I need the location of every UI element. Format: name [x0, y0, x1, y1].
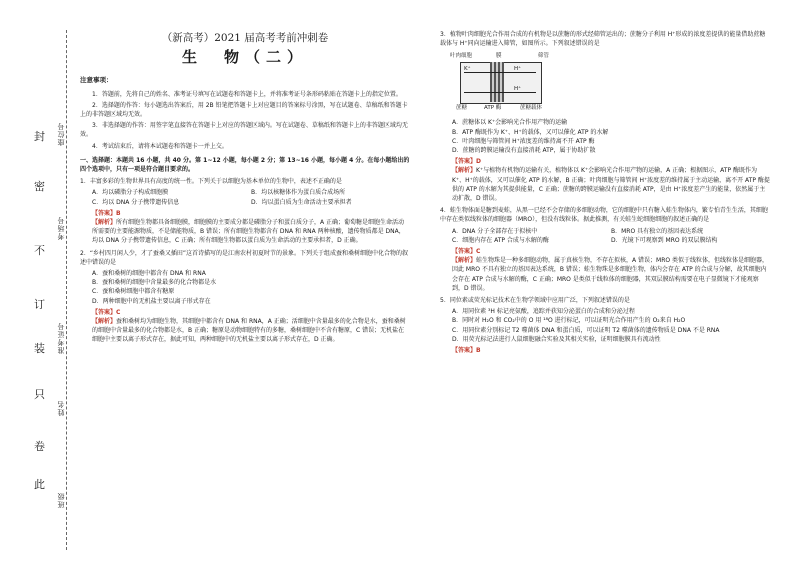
binding-label: 准考证号	[57, 322, 65, 354]
binding-label: 座位号	[57, 122, 65, 146]
diagram-label-sucrose: 蔗糖	[456, 105, 468, 112]
option: D．均以蛋白质为生命活动主要承担者	[251, 198, 352, 206]
section-heading: 一、选择题：本题共 16 小题，共 40 分。第 1~12 小题，每小题 2 分；第 13~16 小题，每小题 4 分。在每小题给出的四个选项中，只有一项是符合题目要求的。	[80, 156, 410, 174]
option: A．DNA 分子全部存在于拟核中	[452, 227, 538, 235]
question-stem: 3．植物叶肉细胞光合作用合成的有机物是以蔗糖的形式经筛管运出的；蔗糖分子利用 H⁺形成的浓度差提供的能量借助蔗糖载体与 H⁺同向运输进入筛管，如图所示。下列叙述错误的是	[440, 31, 766, 48]
binding-char: 不	[34, 244, 45, 257]
option-row	[440, 236, 770, 245]
explanation	[80, 218, 410, 246]
option: D．用荧光标记法进行人鼠细胞融合实验及其相关实验，证明细胞膜具有流动性	[452, 335, 661, 343]
left-column	[80, 30, 410, 347]
option: A．均以磷脂分子构成细胞膜	[92, 189, 169, 197]
option: A．用同位素 ³H 标记亮氨酸，追踪并获知分泌蛋白的合成和分泌过程	[452, 308, 635, 316]
option: C．叶肉细胞与筛管间 H⁺浓度差的维持离不开 ATP 酶	[452, 137, 595, 145]
binding-strip	[22, 30, 70, 550]
question-stem: 2．“乡村四月闲人少，才了蚕桑又插田”这首诗描写的是江南农村初夏时节的景象。下列关于组成蚕和桑树细胞中化合物的叙述中错误的是	[80, 249, 409, 266]
option-row	[80, 188, 410, 197]
option: C．细胞内存在 ATP 合成与水解的酶	[452, 236, 549, 244]
option: C．均以 DNA 分子携带遗传信息	[92, 198, 180, 206]
option: C．蚕和桑树细胞中都含有糖原	[92, 288, 175, 296]
diagram-label-sieve: 筛管	[538, 53, 550, 60]
explanation-text: 所有细胞生物都具备细胞膜，细胞膜的主要成分都是磷脂分子和蛋白质分子，A 正确；葡萄糖是细胞生命活动所需要的主要能源物质，不是储能物质，B 错误；所有细胞生物都含有 DNA 和 RNA 两种核酸，遗传物质都是 DNA，均以 DNA 分子携带遗传信息，C 正确；所有细胞生物都以蛋白质为生命活动的主要承担者，D 正确。	[92, 219, 405, 245]
cut-line	[66, 30, 67, 550]
answer: 【答案】B	[92, 209, 121, 217]
question-stem: 4．蛙生物体面是糖到麦蛙，从黑一已经不会存储的多细胞动物，它的细胞中只有糖入蛙生物体内，繁专怕青生生活，其细胞中存在类似线粒体的细胞器（MRO），但没有线粒体。据此推测，有关蛙生蛇细胞细胞的叙述正确的是	[440, 207, 768, 224]
subject-title: 生 物（二）	[181, 48, 308, 67]
binding-label: 考场号	[57, 216, 65, 240]
explanation	[440, 166, 770, 203]
diagram-label-k: K⁺	[464, 66, 471, 73]
binding-char: 订	[34, 298, 45, 311]
diagram-label-h: H⁺	[514, 86, 522, 93]
option: B．ATP 酶既作为 K⁺、H⁺的载体，又可以催化 ATP 的水解	[452, 128, 609, 136]
explanation-text: 蚕和桑树均为细胞生物，其细胞中都含有 DNA 和 RNA，A 正确；活细胞中含量最多的化合物是水，蚕和桑树的细胞中含量最多的化合物都是水，B 正确；糖原是动物细胞特有的多糖，桑树细胞中不含有糖原，C 错误；无机盐在细胞中主要以离子形式存在，据此可知，两种细胞中的无机盐主要以离子形式存在，D 正确。	[92, 318, 406, 344]
explanation-tag: 【解析】	[92, 318, 117, 326]
diagram-label-mesophyll: 叶肉细胞	[450, 53, 473, 60]
answer: 【答案】C	[452, 248, 481, 256]
explanation-text: 蛙生物珠是一种多细胞动物，属于真核生物，不存在拟核，A 错误；MRO 类似于线粒体，但线粒体是细胞器，因此 MRO 不具有独立的基因表达系统，B 错误；蛙生物珠是多细胞生物，体内会存在 ATP 的合成与分解，故其细胞内会存在 ATP 合成与水解的酶，C 正确；MRO 是类似于线粒体的细胞器，其双层膜结构需要在电子显微镜下才能观察到，D 错误。	[452, 257, 769, 292]
explanation	[80, 317, 410, 345]
binding-label: 班级	[57, 492, 65, 508]
explanation-tag: 【解析】	[452, 167, 477, 175]
explanation-tag: 【解析】	[92, 219, 117, 227]
notice-item: 3．非选择题的作答：用签字笔直接答在答题卡上对应的答题区域内。写在试题卷、草稿纸和答题卡上的非答题区域均无效。	[80, 122, 408, 139]
question-stem: 5．同位素或荧光标记技术在生物学领域中应用广泛，下列叙述错误的是	[440, 297, 630, 305]
explanation-text: K⁺与植物有机物的运输有关，植物体以 K⁺会影响光合作用产物的运输，A 正确；根据图示，ATP 酶既作为 K⁺、H⁺的载体，又可以催化 ATP 的水解，B 正确；叶肉细胞与筛管间 H⁺浓度差的维持属于主动运输，离不开 ATP 酶提供的 ATP 的水解为其提供能量，C 正确；蔗糖的跨膜运输没有直接消耗 ATP，是由 H⁺浓度差产生的能量，依然属于主动扩散，D 错误。	[452, 167, 770, 203]
binding-char: 此	[34, 478, 45, 491]
answer: 【答案】B	[452, 347, 481, 355]
option: D．蔗糖的跨膜运输没有直接消耗 ATP，属于协助扩散	[452, 147, 596, 155]
notice-item: 2．选择题的作答：每小题选出答案后，用 2B 铅笔把答题卡上对应题目的答案标号涂黑，写在试题卷、草稿纸和答题卡上的非答题区域均无效。	[80, 101, 408, 119]
notice-item: 1．答题前，先将自己的姓名、准考证号填写在试题卷和答题卡上，并将准考证号条形码粘贴在答题卡上的指定位置。	[92, 90, 402, 98]
arrow-upper	[464, 72, 536, 73]
diagram-label-h: H⁺	[514, 66, 522, 73]
option: D．两种细胞中的无机盐主要以离子形式存在	[92, 297, 211, 305]
sucrose-transport-diagram	[450, 52, 560, 114]
membrane-band	[490, 62, 504, 102]
explanation-tag: 【解析】	[452, 257, 477, 265]
arrow-lower	[464, 92, 536, 93]
binding-char: 装	[34, 342, 45, 355]
option: A．蔗糖体以 K⁺会影响光合作用产物的运输	[452, 119, 568, 127]
option: D．光镜下可观察到 MRO 的双层膜结构	[611, 236, 718, 244]
question-stem: 1．丰富多彩的生物世界具有高度的统一性。下列关于以细胞为基本单位的生物中，表述不正确的是	[80, 178, 342, 186]
option: B．MRO 具有独立的基因表达系统	[611, 227, 704, 235]
diagram-label-atpase: ATP 酶	[484, 105, 502, 112]
notice-heading: 注意事项：	[80, 76, 113, 85]
right-column	[440, 30, 770, 355]
option-row	[80, 198, 410, 207]
binding-char: 只	[34, 388, 45, 401]
option: B．同时对 H₂O 和 CO₂中的 O 用 ¹⁸O 进行标记，可以证明光合作用产生的 O₂来自 H₂O	[452, 317, 686, 325]
option: B．蚕和桑树的细胞中含量最多的化合物都是水	[92, 279, 217, 287]
answer: 【答案】D	[452, 158, 481, 166]
diagram-label-carrier: 蔗糖载体	[520, 105, 543, 112]
binding-char: 卷	[34, 440, 45, 453]
exam-title: （新高考）2021 届高考考前冲刺卷	[161, 32, 329, 44]
option: B．均以核糖体作为蛋白质合成场所	[251, 189, 346, 197]
binding-char: 密	[34, 180, 45, 193]
option: A．蚕和桑树的细胞中都含有 DNA 和 RNA	[92, 270, 206, 278]
notice-item: 4．考试结束后，请将本试题卷和答题卡一并上交。	[92, 142, 228, 150]
binding-label: 姓名	[57, 400, 65, 416]
diagram-label-membrane: 膜	[496, 53, 502, 60]
explanation	[440, 256, 770, 293]
answer: 【答案】C	[92, 308, 121, 316]
option-row	[440, 227, 770, 236]
option: C．用同位素分别标记 T2 噬菌体 DNA 和蛋白质，可以证明 T2 噬菌体的遗传物质是 DNA 不是 RNA	[452, 326, 720, 334]
binding-char: 封	[34, 130, 45, 143]
